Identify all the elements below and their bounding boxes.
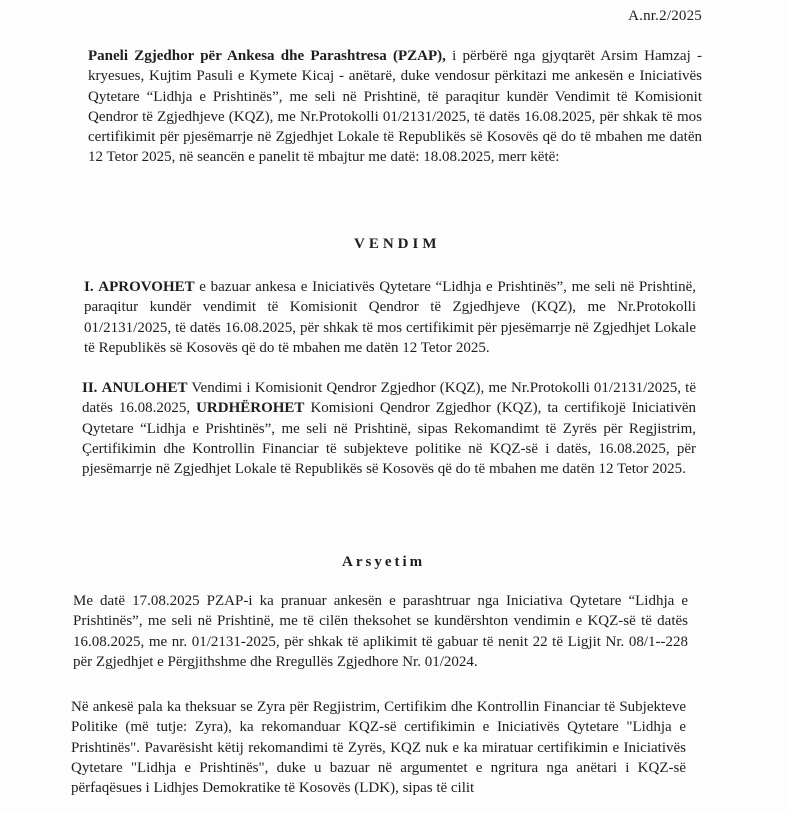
item-two-verb-2: URDHËROHET xyxy=(196,400,305,417)
item-one-numeral: I. xyxy=(84,279,94,295)
reasoning-paragraph-2: Në ankesë pala ka theksuar se Zyra për Regjistrim, Certifikim dhe Kontrollin Financiar të Subjekteve Politike (më tutje: Zyra), ka rekomanduar KQZ-së certifikimin e Iniciativës Qytetare "Lidhja e Prishtinës". Pavarësisht këtij rekomandimi të Zyrës, KQZ nuk e ka miratuar certifikimin e Iniciativës Qytetare "Lidhja e Prishtinës", duke u bazuar në argumentet e ngritura nga anëtari i KQZ-së përfaqësues i Lidhjes Demokratike të Kosovës (LDK), sipas të cilit xyxy=(71,699,686,797)
reasoning-paragraph-1: Me datë 17.08.2025 PZAP-i ka pranuar ankesën e parashtruar nga Iniciativa Qytetare “Lidhja e Prishtinës”, me seli në Prishtinë, me të cilën theksohet se kundërshton vendimin e KQZ-së të datës 16.08.2025, me nr. 01/2131-2025, për shkak të aplikimit të gabuar të nenit 22 të Ligjit Nr. 08/1--228 për Zgjedhjet e Përgjithshme dhe Rregullës Zgjedhore Nr. 01/2024. xyxy=(73,593,688,670)
intro-paragraph xyxy=(88,46,702,168)
item-one-text: e bazuar ankesa e Iniciativës Qytetare “Lidhja e Prishtinës”, me seli në Prishtinë, paraqitur kundër vendimit të Komisionit Qendror të Zgjedhjeve (KQZ), me Nr.Protokolli 01/2131/2025, të datës 16.08.2025, për shkak të mos certifikimit për pjesëmarrje në Zgjedhjet Lokale të Republikës së Kosovës që do të mbahen me datën 12 Tetor 2025. xyxy=(84,279,697,356)
reference-number: A.nr.2/2025 xyxy=(628,8,702,24)
decision-item-one xyxy=(84,277,696,358)
arsyetim-heading: Arsyetim xyxy=(342,554,426,570)
item-two-text-b: Komisioni Qendror Zgjedhor (KQZ), ta certifikojë Iniciativën Qytetare “Lidhja e Prishtinës”, me seli në Prishtinë, sipas Rekomandimt të Zyrës për Regjistrim, Çertifikimin dhe Kontrollin Financiar të subjekteve politike në KQZ-së i datës, 16.08.2025, për pjesëmarrje në Zgjedhjet Lokale të Republikës së Kosovës që do të mbahen me datën 12 Tetor 2025. xyxy=(82,400,696,478)
panel-name: Paneli Zgjedhor për Ankesa dhe Parashtresa (PZAP), xyxy=(88,48,446,64)
vendim-heading: VENDIM xyxy=(354,236,441,252)
item-two-numeral: II. xyxy=(82,380,98,396)
item-one-verb: APROVOHET xyxy=(98,279,195,295)
item-two-verb: ANULOHET xyxy=(101,380,188,396)
item-two-text-a: Vendimi i Komisionit Qendror Zgjedhor (KQZ), me Nr.Protokolli 01/2131/2025, të datës 16.08.2025, xyxy=(82,380,697,417)
intro-text: i përbërë nga gjyqtarët Arsim Hamzaj - kryesues, Kujtim Pasuli e Kymete Kicaj - anëtarë, duke vendosur përkitazi me ankesën e Iniciativës Qytetare “Lidhja e Prishtinës”, me seli në Prishtinë, të paraqitur kundër Vendimit të Komisionit Qendror të Zgjedhjeve (KQZ), me Nr.Protokolli 01/2131/2025, të datës 16.08.2025, për shkak të mos certifikimit për pjesëmarrje në Zgjedhjet Lokale të Republikës së Kosovës që do të mbahen me datën 12 Tetor 2025, në seancën e panelit të mbajtur me datë: 18.08.2025, merr këtë: xyxy=(88,48,702,166)
decision-item-two xyxy=(82,378,696,479)
